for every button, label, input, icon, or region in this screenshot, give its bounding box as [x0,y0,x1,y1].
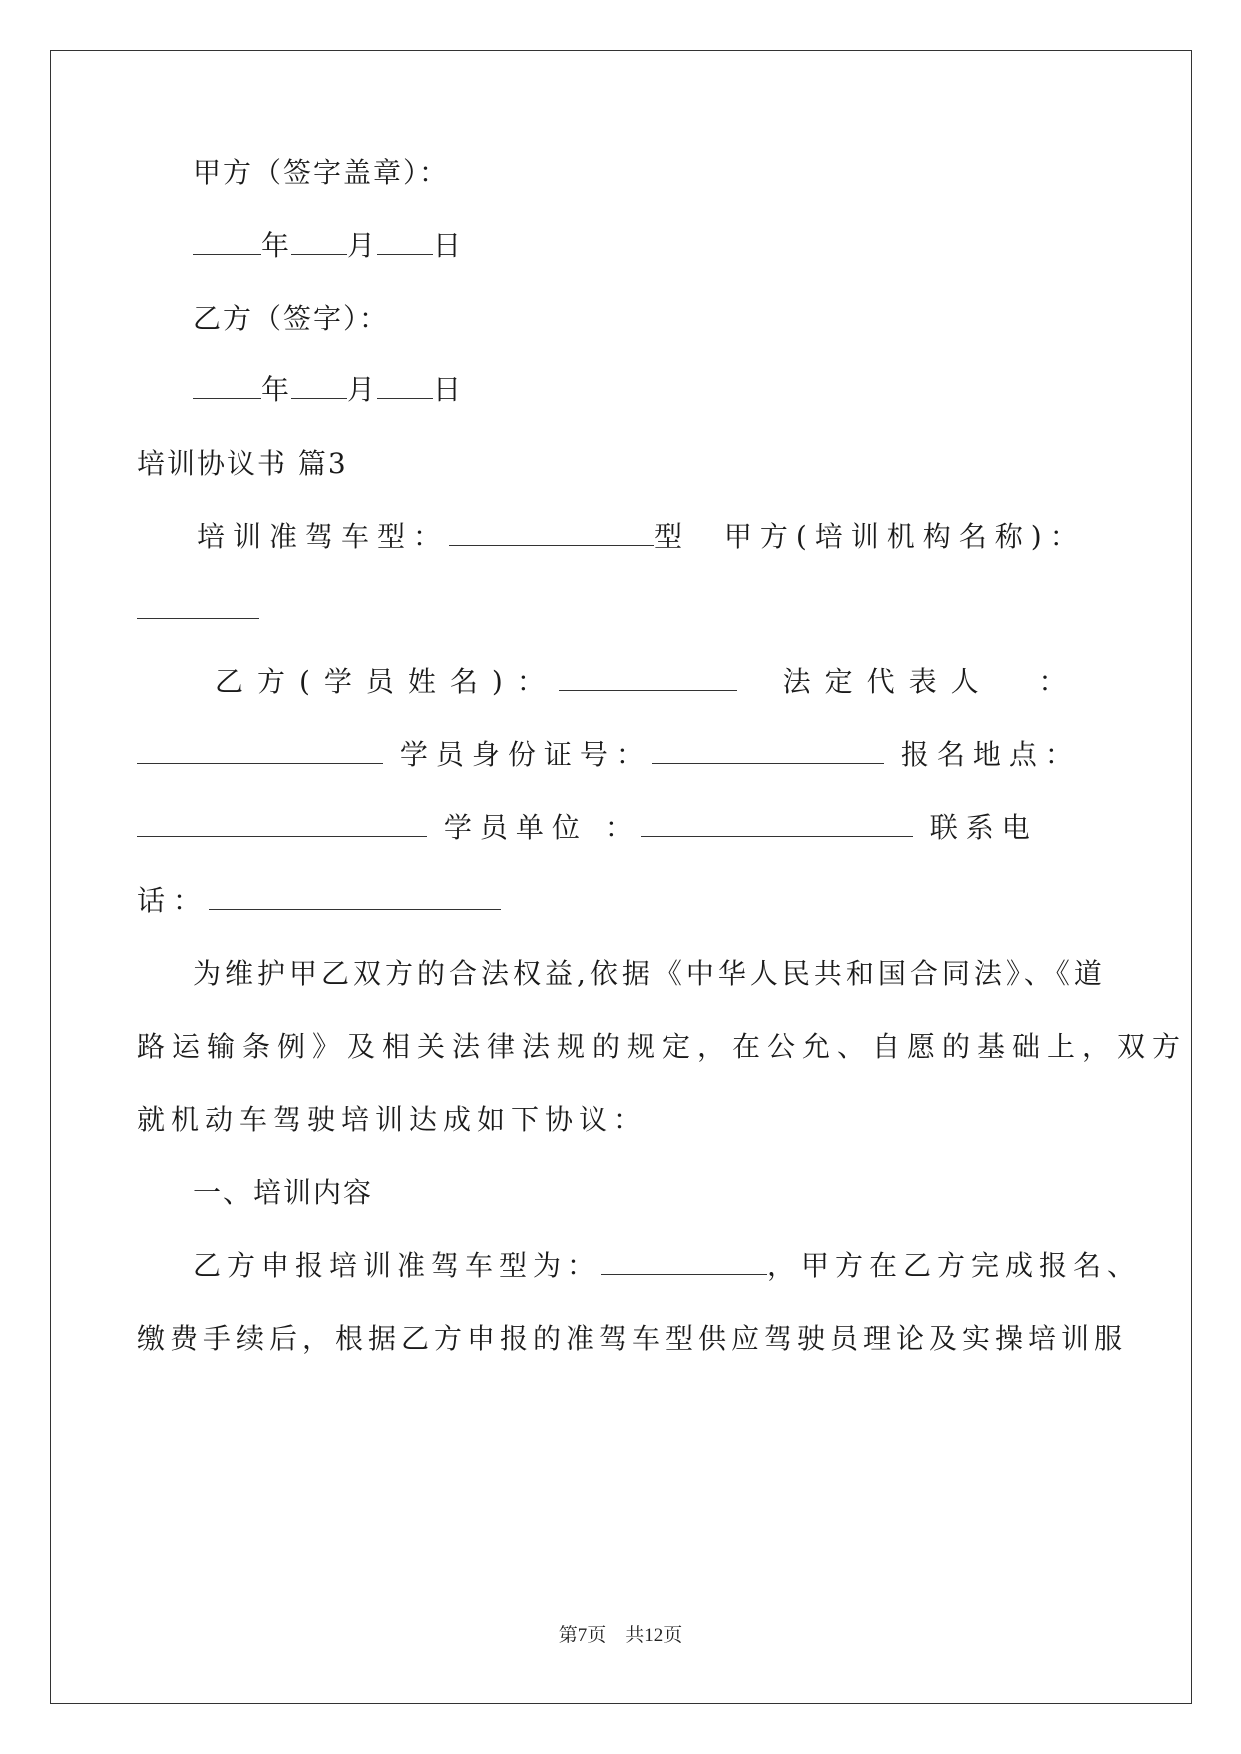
unit-colon: ： [604,811,641,844]
page-border [50,50,1192,1704]
day-label: 日 [433,373,464,406]
preamble-line-2: 路运输条例》及相关法律法规的规定，在公允、自愿的基础上，双方 [137,1030,1188,1063]
student-name-label: 乙方(学员姓名)： [215,665,559,698]
party-a-name-blank [137,592,259,619]
reg-location-label: 报名地点： [900,738,1081,771]
month-label: 月 [347,373,378,406]
year-label: 年 [261,373,292,406]
day-blank [377,228,433,255]
year-blank [193,228,261,255]
year-blank [193,372,261,399]
page-number-total: 共12页 [625,1625,683,1646]
legal-rep-label: 法定代表人 [782,665,993,698]
party-b-signature-label: 乙方（签字）： [193,302,390,335]
legal-rep-blank [137,737,383,764]
unit-line [137,810,1038,846]
clause-1-title: 一、培训内容 [193,1176,374,1209]
phone-blank [209,883,501,910]
preamble-line-1: 为维护甲乙双方的合法权益,依据《中华人民共和国合同法》、《道 [193,957,1106,990]
vehicle-type-suffix: 型 [654,520,691,553]
unit-label: 学员单位 [443,811,588,844]
page-number-current: 第7页 [558,1625,607,1646]
day-blank [377,372,433,399]
legal-rep-colon: ： [1038,665,1081,698]
student-name-blank [559,664,737,691]
party-a-name-label: 甲方(培训机构名称)： [723,520,1086,553]
phone-label-start: 联系电 [929,811,1038,844]
reg-location-blank [137,810,427,837]
preamble-line-3: 就机动车驾驶培训达成如下协议： [137,1103,648,1136]
party-a-date-line [193,228,463,264]
year-label: 年 [261,229,292,262]
clause-1-vehicle-blank [601,1248,767,1275]
month-blank [291,228,347,255]
day-label: 日 [433,229,464,262]
phone-line [137,883,501,919]
id-line [137,737,1081,773]
month-label: 月 [347,229,378,262]
party-a-signature-label: 甲方（签字盖章）： [193,156,450,189]
student-name-line [215,664,1081,700]
vehicle-type-label: 培训准驾车型： [197,520,450,553]
clause-1-line-1 [193,1248,1141,1284]
id-blank [652,737,884,764]
page-footer [0,1620,1241,1647]
clause-1-continuation: ，甲方在乙方完成报名、 [767,1249,1142,1282]
vehicle-type-line [197,519,1086,555]
clause-1-vehicle-label: 乙方申报培训准驾车型为： [193,1249,602,1282]
vehicle-type-blank [449,519,654,546]
clause-1-line-2: 缴费手续后，根据乙方申报的准驾车型供应驾驶员理论及实操培训服 [137,1322,1128,1355]
unit-blank [641,810,913,837]
party-a-name-line [137,592,259,628]
party-b-date-line [193,372,463,408]
section-title: 培训协议书 篇3 [137,447,348,480]
phone-label-end: 话： [137,884,210,917]
id-label: 学员身份证号： [399,738,652,771]
month-blank [291,372,347,399]
